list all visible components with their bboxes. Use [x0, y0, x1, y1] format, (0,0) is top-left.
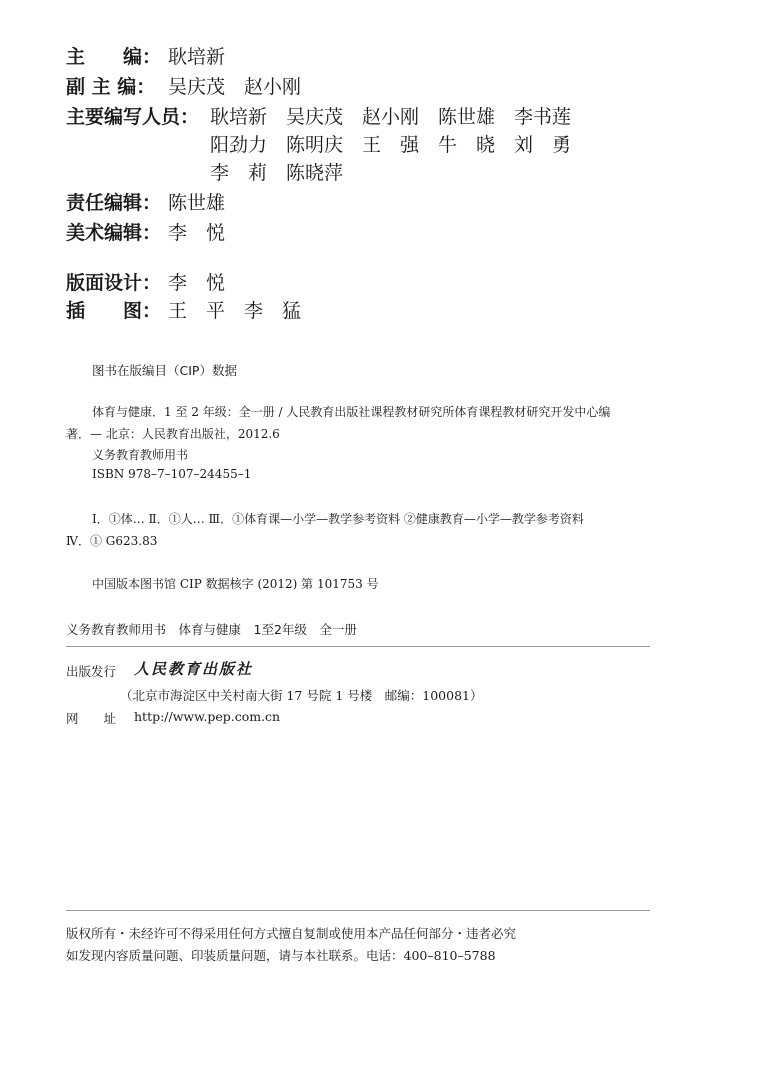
cip-series-line: 义务教育教师用书 [92, 448, 189, 462]
credit-row-writers [66, 104, 706, 131]
credit-row-chief-editor [66, 44, 706, 71]
divider-top [66, 646, 650, 647]
credit-value: 李 莉 陈晓萍 [210, 162, 344, 184]
copyright-notice: 版权所有・未经许可不得采用任何方式擅自复制或使用本产品任何部分・违者必究 [66, 926, 517, 941]
credit-value: 耿培新 [168, 46, 226, 68]
publisher-logo: 人民教育出版社 [134, 660, 254, 678]
cip-record-number: 中国版本图书馆 CIP 数据核字 (2012) 第 101753 号 [92, 577, 379, 591]
cip-description-line-1: 体育与健康．1 至 2 年级：全一册 / 人民教育出版社课程教材研究所体育课程教材研究开发中心编 [92, 405, 611, 419]
credit-row-deputy-editor [66, 74, 706, 101]
publisher-label: 出版发行 [66, 664, 117, 679]
credit-label: 插 图： [66, 300, 162, 322]
credit-label: 主 编： [66, 46, 162, 68]
credit-row-writers-2 [66, 132, 706, 159]
credit-value: 李 悦 [168, 222, 226, 244]
website-url: http://www.pep.com.cn [134, 709, 281, 724]
credit-value: 王 平 李 猛 [168, 300, 302, 322]
credit-row-art-editor [66, 220, 706, 247]
credit-label: 美术编辑： [66, 222, 162, 244]
credit-label: 版面设计： [66, 272, 162, 294]
credit-value: 吴庆茂 赵小刚 [168, 76, 302, 98]
quality-contact: 如发现内容质量问题、印装质量问题，请与本社联系。电话：400–810–5788 [66, 948, 496, 963]
cip-description-line-2: 著．— 北京：人民教育出版社，2012.6 [66, 427, 280, 441]
credit-row-layout-design [66, 270, 706, 297]
divider-bottom [66, 910, 650, 911]
publisher-address: （北京市海淀区中关村南大街 17 号院 1 号楼 邮编：100081） [120, 688, 483, 703]
credit-value: 陈世雄 [168, 192, 226, 214]
credit-label: 副 主 编： [66, 76, 156, 98]
credit-row-writers-3 [66, 160, 706, 187]
credit-value: 耿培新 吴庆茂 赵小刚 陈世雄 李书莲 [210, 106, 572, 128]
credit-label: 主要编写人员： [66, 106, 200, 128]
cip-title: 图书在版编目（CIP）数据 [92, 363, 237, 378]
credit-value: 李 悦 [168, 272, 226, 294]
credit-label: 责任编辑： [66, 192, 162, 214]
cip-isbn: ISBN 978–7–107–24455–1 [92, 467, 252, 481]
cip-classification-line-2: Ⅳ．① G623.83 [66, 534, 158, 548]
credit-value: 阳劲力 陈明庆 王 强 牛 晓 刘 勇 [210, 134, 572, 156]
series-title: 义务教育教师用书 体育与健康 1至2年级 全一册 [66, 622, 357, 637]
cip-classification-line-1: Ⅰ．①体… Ⅱ．①人… Ⅲ．①体育课—小学—教学参考资料 ②健康教育—小学—教学参考资料 [92, 512, 584, 526]
credit-row-responsible-editor [66, 190, 706, 217]
credit-row-illustration [66, 298, 706, 325]
website-label: 网 址 [66, 711, 117, 726]
